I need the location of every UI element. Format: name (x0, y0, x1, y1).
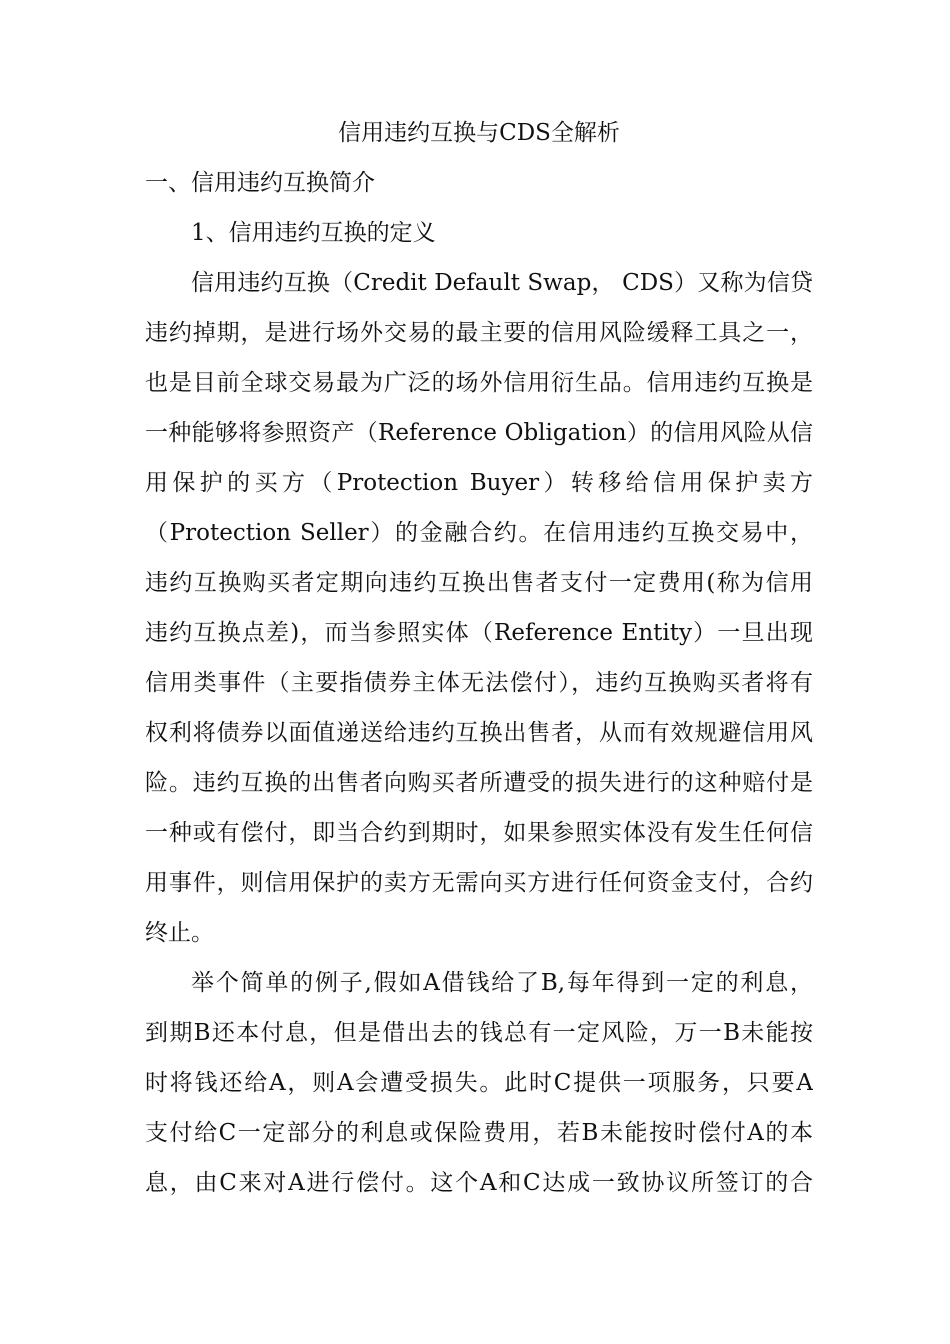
text-line: 违约互换点差)，而当参照实体（Reference Entity）一旦出现 (145, 620, 813, 646)
document-body (145, 108, 813, 1208)
text-line: 违约互换购买者定期向违约互换出售者支付一定费用(称为信用 (145, 570, 813, 596)
document-title: 信用违约互换与CDS全解析 (338, 120, 620, 146)
subsection-heading: 1、信用违约互换的定义 (191, 220, 436, 246)
text-line: 也是目前全球交易最为广泛的场外信用衍生品。信用违约互换是 (145, 370, 813, 396)
text-line: 息，由C来对A进行偿付。这个A和C达成一致协议所签订的合 (145, 1170, 813, 1196)
section-heading: 一、信用违约互换简介 (145, 170, 375, 196)
text-line: 信用违约互换（Credit Default Swap， CDS）又称为信贷 (191, 270, 813, 296)
text-line: 权利将债券以面值递送给违约互换出售者，从而有效规避信用风 (145, 720, 813, 746)
text-line: 用保护的买方（Protection Buyer）转移给信用保护卖方 (145, 470, 813, 496)
text-line: 险。违约互换的出售者向购买者所遭受的损失进行的这种赔付是 (145, 770, 813, 796)
text-line: 一种能够将参照资产（Reference Obligation）的信用风险从信 (145, 420, 813, 446)
text-line: 支付给C一定部分的利息或保险费用，若B未能按时偿付A的本 (145, 1120, 813, 1146)
text-line: 用事件，则信用保护的卖方无需向买方进行任何资金支付，合约 (145, 870, 813, 896)
text-line: 到期B还本付息，但是借出去的钱总有一定风险，万一B未能按 (145, 1020, 813, 1046)
text-line: 违约掉期，是进行场外交易的最主要的信用风险缓释工具之一， (145, 320, 813, 346)
text-line: 信用类事件（主要指债券主体无法偿付），违约互换购买者将有 (145, 670, 813, 696)
text-line: 时将钱还给A，则A会遭受损失。此时C提供一项服务，只要A (145, 1070, 813, 1096)
text-line: 一种或有偿付，即当合约到期时，如果参照实体没有发生任何信 (145, 820, 813, 846)
paragraph-example (145, 958, 813, 1208)
paragraph-definition (145, 258, 813, 958)
text-line: 举个简单的例子,假如A借钱给了B,每年得到一定的利息， (191, 970, 813, 996)
text-line: 终止。 (145, 920, 214, 946)
text-line: （Protection Seller）的金融合约。在信用违约互换交易中， (145, 520, 813, 546)
